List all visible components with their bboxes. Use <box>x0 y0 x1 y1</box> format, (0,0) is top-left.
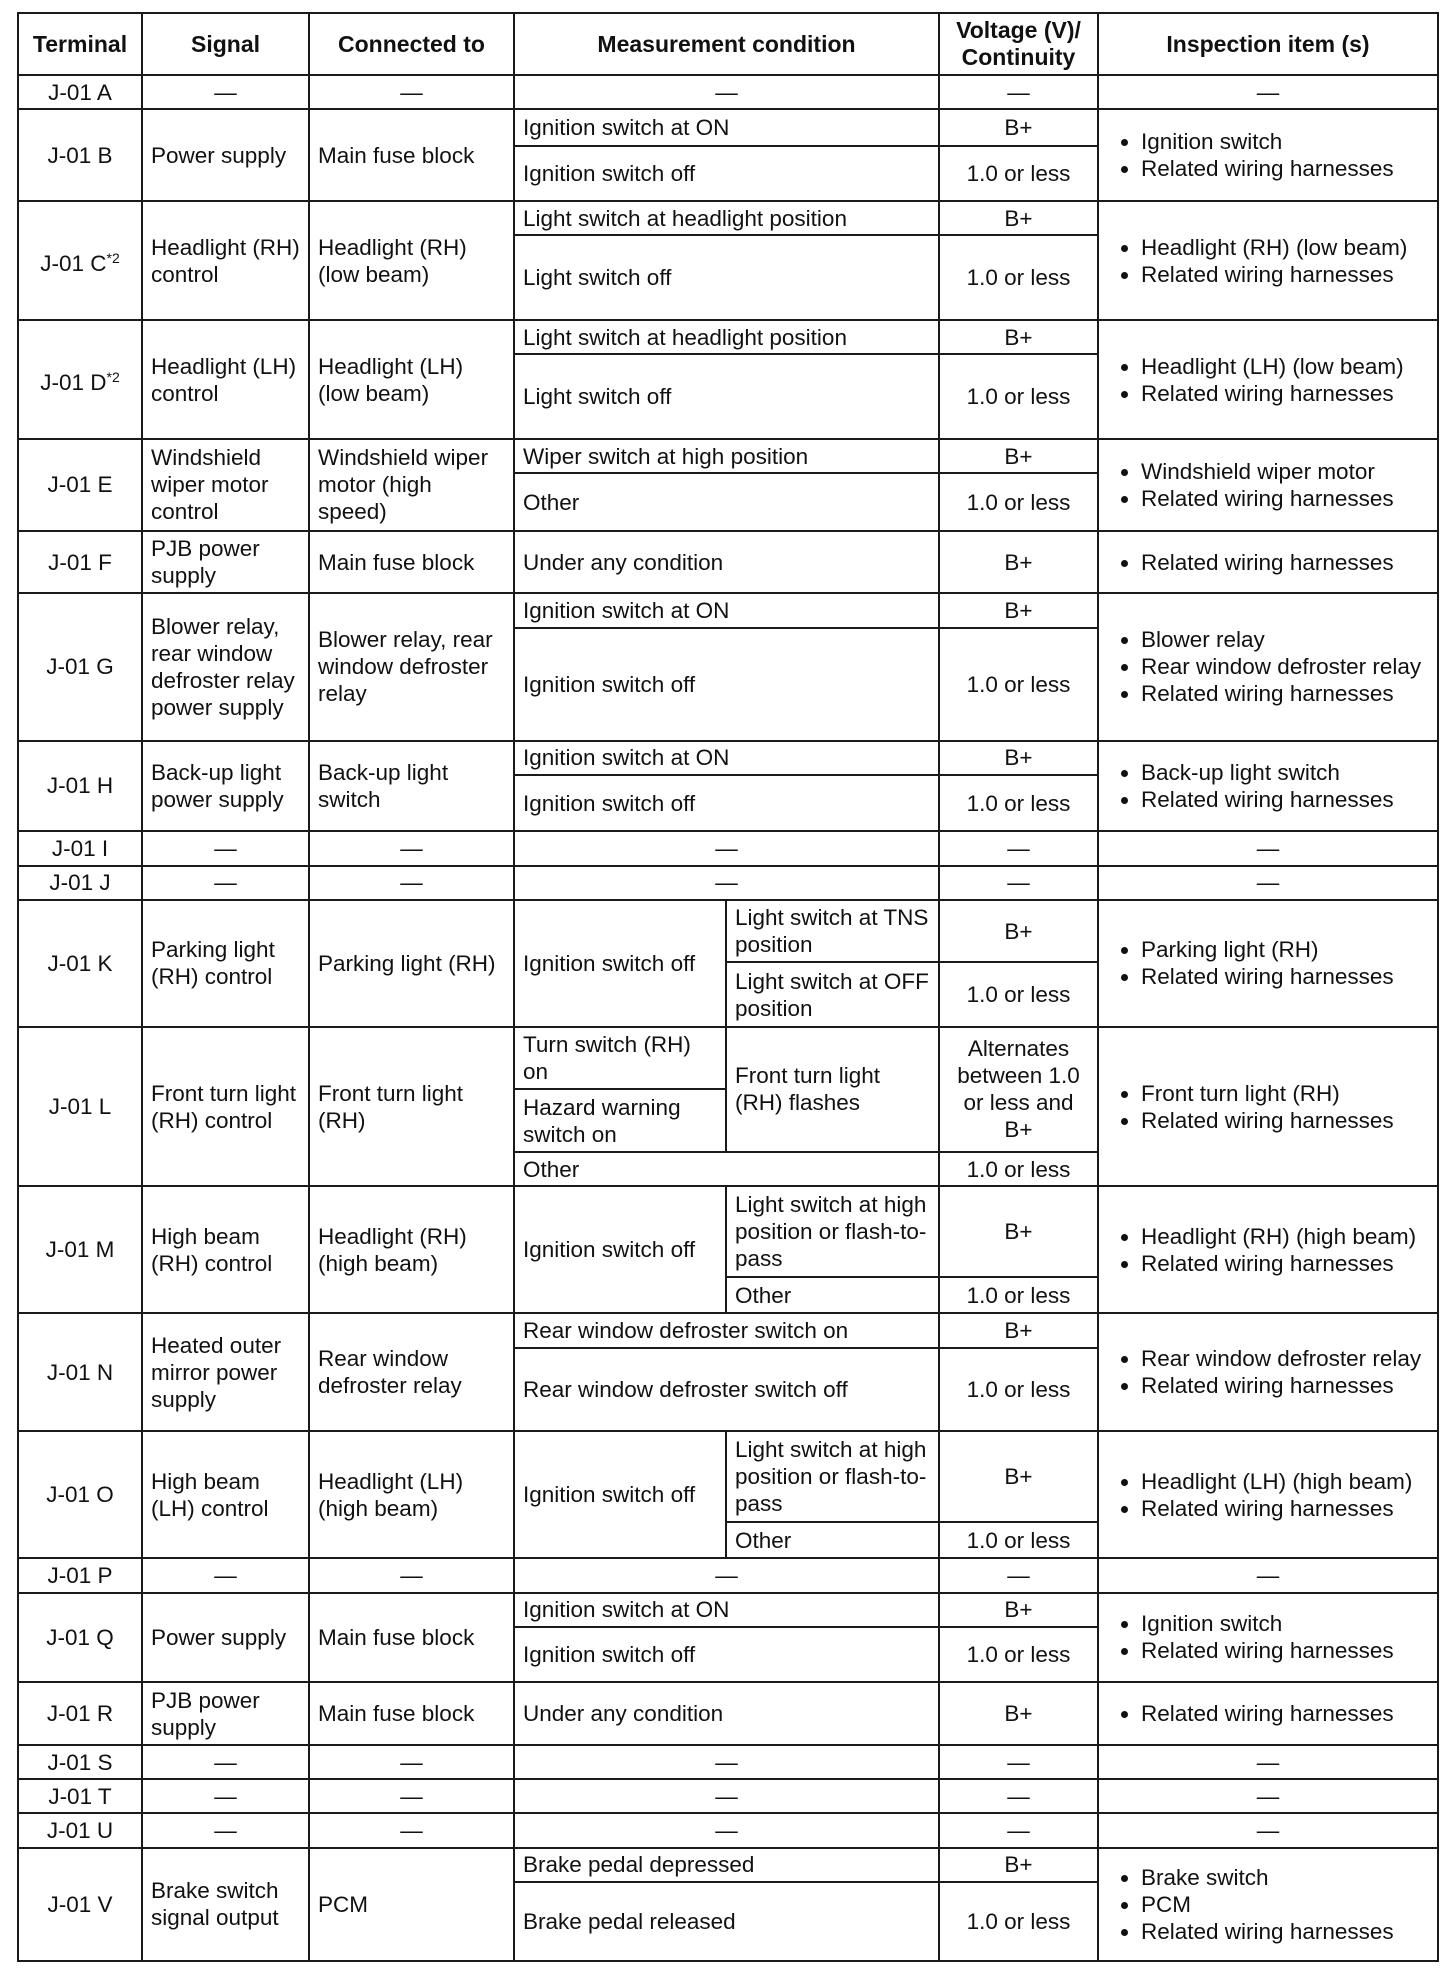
inspection-cell <box>1098 1848 1438 1961</box>
table-row <box>18 593 1438 627</box>
terminal-label: J-01 D <box>40 369 107 395</box>
value-cell: 1.0 or less <box>939 235 1098 320</box>
condition-cell: Ignition switch off <box>514 628 939 741</box>
inspection-cell: — <box>1098 1779 1438 1813</box>
header-row <box>18 13 1438 75</box>
signal-cell: Power supply <box>142 1593 309 1683</box>
terminal-cell: J-01 R <box>18 1682 142 1745</box>
terminal-cell: J-01 N <box>18 1313 142 1431</box>
condition-cell: Rear window defroster switch off <box>514 1348 939 1432</box>
terminal-cell: J-01 V <box>18 1848 142 1961</box>
value-cell: 1.0 or less <box>939 1882 1098 1961</box>
sub-condition-cell: Other <box>726 1522 939 1558</box>
terminal-cell: J-01 M <box>18 1186 142 1313</box>
list-item: • Ignition switch <box>1141 1610 1429 1637</box>
sub-condition-cell: Light switch at high position or flash-to-pass <box>726 1186 939 1277</box>
signal-cell: — <box>142 866 309 900</box>
table-row <box>18 1186 1438 1277</box>
condition-cell: Light switch at headlight position <box>514 201 939 235</box>
list-item: • Front turn light (RH) <box>1141 1080 1429 1107</box>
inspection-cell <box>1098 1186 1438 1313</box>
connected-cell: — <box>309 831 514 865</box>
terminal-cell: J-01 A <box>18 75 142 109</box>
inspection-cell <box>1098 1682 1438 1745</box>
terminal-cell: J-01 S <box>18 1745 142 1779</box>
terminal-cell: J-01 F <box>18 531 142 594</box>
inspection-cell <box>1098 109 1438 201</box>
table-row <box>18 109 1438 145</box>
signal-cell: Back-up light power supply <box>142 741 309 832</box>
condition-cell: — <box>514 831 939 865</box>
connected-cell: — <box>309 75 514 109</box>
value-cell: 1.0 or less <box>939 1522 1098 1558</box>
value-cell: B+ <box>939 741 1098 775</box>
condition-cell: Ignition switch off <box>514 146 939 201</box>
sub-condition-cell: Light switch at high position or flash-to-pass <box>726 1431 939 1522</box>
table-row <box>18 75 1438 109</box>
terminal-cell <box>18 320 142 439</box>
condition-cell: — <box>514 75 939 109</box>
condition-cell: Other <box>514 1152 939 1186</box>
value-cell: 1.0 or less <box>939 354 1098 439</box>
value-cell: 1.0 or less <box>939 1627 1098 1682</box>
value-cell: B+ <box>939 900 1098 963</box>
terminal-cell: J-01 P <box>18 1558 142 1592</box>
list-item: • Related wiring harnesses <box>1141 1372 1429 1399</box>
sub-condition-cell: Light switch at TNS position <box>726 900 939 963</box>
list-item: • Related wiring harnesses <box>1141 1250 1429 1277</box>
inspection-cell: — <box>1098 1558 1438 1592</box>
list-item: • Windshield wiper motor <box>1141 458 1429 485</box>
list-item: • Related wiring harnesses <box>1141 380 1429 407</box>
connected-cell: Headlight (RH) (high beam) <box>309 1186 514 1313</box>
connected-cell: Windshield wiper motor (high speed) <box>309 439 514 531</box>
inspection-list <box>1107 1700 1429 1727</box>
list-item: • Related wiring harnesses <box>1141 1107 1429 1134</box>
inspection-list <box>1107 234 1429 288</box>
header-inspection-items: Inspection item (s) <box>1098 13 1438 75</box>
connected-cell: Front turn light (RH) <box>309 1027 514 1186</box>
inspection-cell <box>1098 593 1438 740</box>
connected-cell: — <box>309 1745 514 1779</box>
inspection-cell <box>1098 1593 1438 1683</box>
list-item: • Headlight (RH) (low beam) <box>1141 234 1429 261</box>
value-cell: B+ <box>939 320 1098 354</box>
list-item: • Related wiring harnesses <box>1141 1495 1429 1522</box>
list-item: • Headlight (RH) (high beam) <box>1141 1223 1429 1250</box>
inspection-cell <box>1098 439 1438 531</box>
terminal-cell: J-01 G <box>18 593 142 740</box>
inspection-list <box>1107 353 1429 407</box>
connected-cell: PCM <box>309 1848 514 1961</box>
signal-cell: — <box>142 1813 309 1847</box>
connected-cell: — <box>309 1558 514 1592</box>
terminal-cell: J-01 H <box>18 741 142 832</box>
list-item: • Rear window defroster relay <box>1141 1345 1429 1372</box>
list-item: • Related wiring harnesses <box>1141 1700 1429 1727</box>
inspection-list <box>1107 1864 1429 1945</box>
connected-cell: — <box>309 866 514 900</box>
value-cell: B+ <box>939 1431 1098 1522</box>
condition-cell: Under any condition <box>514 531 939 594</box>
connected-cell: Headlight (LH) (low beam) <box>309 320 514 439</box>
terminal-cell: J-01 T <box>18 1779 142 1813</box>
value-cell: 1.0 or less <box>939 962 1098 1027</box>
header-signal: Signal <box>142 13 309 75</box>
inspection-list <box>1107 1223 1429 1277</box>
value-cell: 1.0 or less <box>939 775 1098 831</box>
table-row <box>18 1813 1438 1847</box>
terminal-cell: J-01 O <box>18 1431 142 1558</box>
list-item: • Parking light (RH) <box>1141 936 1429 963</box>
condition-cell: Brake pedal released <box>514 1882 939 1961</box>
condition-cell: Ignition switch off <box>514 1431 726 1558</box>
table-row <box>18 1779 1438 1813</box>
signal-cell: Headlight (RH) control <box>142 201 309 320</box>
inspection-list <box>1107 1345 1429 1399</box>
signal-cell: High beam (RH) control <box>142 1186 309 1313</box>
value-cell: B+ <box>939 593 1098 627</box>
connected-cell: Headlight (LH) (high beam) <box>309 1431 514 1558</box>
signal-cell: High beam (LH) control <box>142 1431 309 1558</box>
list-item: • Related wiring harnesses <box>1141 786 1429 813</box>
value-cell: B+ <box>939 1848 1098 1882</box>
value-cell: Alternates between 1.0 or less and B+ <box>939 1027 1098 1152</box>
header-voltage-line2: Continuity <box>961 44 1076 70</box>
table-row <box>18 1313 1438 1347</box>
value-cell: — <box>939 1558 1098 1592</box>
connected-cell: Main fuse block <box>309 109 514 201</box>
list-item: • Related wiring harnesses <box>1141 963 1429 990</box>
inspection-list <box>1107 458 1429 512</box>
list-item: • Headlight (LH) (low beam) <box>1141 353 1429 380</box>
connected-cell: Rear window defroster relay <box>309 1313 514 1431</box>
value-cell: — <box>939 1745 1098 1779</box>
condition-cell: Turn switch (RH) on <box>514 1027 726 1090</box>
list-item: • Related wiring harnesses <box>1141 485 1429 512</box>
value-cell: B+ <box>939 1313 1098 1347</box>
terminal-inspection-table <box>17 12 1439 1962</box>
connected-cell: Main fuse block <box>309 531 514 594</box>
signal-cell: — <box>142 831 309 865</box>
connected-cell: — <box>309 1779 514 1813</box>
value-cell: 1.0 or less <box>939 146 1098 201</box>
terminal-cell: J-01 Q <box>18 1593 142 1683</box>
list-item: • Back-up light switch <box>1141 759 1429 786</box>
value-cell: — <box>939 866 1098 900</box>
inspection-cell <box>1098 1027 1438 1186</box>
value-cell: 1.0 or less <box>939 1152 1098 1186</box>
signal-cell: Power supply <box>142 109 309 201</box>
signal-cell: — <box>142 75 309 109</box>
table-row <box>18 201 1438 235</box>
inspection-cell <box>1098 320 1438 439</box>
list-item: • Related wiring harnesses <box>1141 1918 1429 1945</box>
condition-cell: — <box>514 866 939 900</box>
condition-cell: Ignition switch at ON <box>514 1593 939 1627</box>
table-row <box>18 741 1438 775</box>
value-cell: — <box>939 75 1098 109</box>
terminal-cell: J-01 I <box>18 831 142 865</box>
terminal-cell: J-01 B <box>18 109 142 201</box>
connected-cell: Blower relay, rear window defroster relay <box>309 593 514 740</box>
condition-cell: Ignition switch off <box>514 1186 726 1313</box>
list-item: • Related wiring harnesses <box>1141 549 1429 576</box>
terminal-cell: J-01 E <box>18 439 142 531</box>
table-row <box>18 1593 1438 1627</box>
header-voltage <box>939 13 1098 75</box>
table-row <box>18 1431 1438 1522</box>
signal-cell: — <box>142 1745 309 1779</box>
terminal-label: J-01 C <box>40 250 107 276</box>
inspection-list <box>1107 128 1429 182</box>
terminal-cell: J-01 K <box>18 900 142 1027</box>
value-cell: B+ <box>939 1593 1098 1627</box>
header-voltage-line1: Voltage (V)/ <box>956 17 1081 43</box>
connected-cell: Back-up light switch <box>309 741 514 832</box>
condition-cell: Under any condition <box>514 1682 939 1745</box>
inspection-list <box>1107 759 1429 813</box>
table-row <box>18 439 1438 473</box>
list-item: • Related wiring harnesses <box>1141 155 1429 182</box>
inspection-cell: — <box>1098 1813 1438 1847</box>
table-row <box>18 900 1438 963</box>
inspection-list <box>1107 1080 1429 1134</box>
condition-cell: Wiper switch at high position <box>514 439 939 473</box>
value-cell: 1.0 or less <box>939 628 1098 741</box>
condition-cell: Ignition switch off <box>514 900 726 1027</box>
condition-cell: Ignition switch off <box>514 1627 939 1682</box>
connected-cell: Parking light (RH) <box>309 900 514 1027</box>
list-item: • Blower relay <box>1141 626 1429 653</box>
condition-cell: Ignition switch at ON <box>514 593 939 627</box>
signal-cell: Windshield wiper motor control <box>142 439 309 531</box>
inspection-cell <box>1098 531 1438 594</box>
sub-condition-cell: Light switch at OFF position <box>726 962 939 1027</box>
inspection-cell: — <box>1098 75 1438 109</box>
header-terminal: Terminal <box>18 13 142 75</box>
condition-cell: Ignition switch at ON <box>514 741 939 775</box>
signal-cell: Headlight (LH) control <box>142 320 309 439</box>
signal-cell: — <box>142 1558 309 1592</box>
table-row <box>18 866 1438 900</box>
value-cell: 1.0 or less <box>939 1277 1098 1313</box>
condition-cell: Ignition switch off <box>514 775 939 831</box>
inspection-list <box>1107 549 1429 576</box>
table-row <box>18 531 1438 594</box>
sub-condition-cell: Front turn light (RH) flashes <box>726 1027 939 1152</box>
value-cell: B+ <box>939 439 1098 473</box>
condition-cell: — <box>514 1558 939 1592</box>
table-row <box>18 320 1438 354</box>
condition-cell: Light switch at headlight position <box>514 320 939 354</box>
condition-cell: — <box>514 1813 939 1847</box>
value-cell: — <box>939 1779 1098 1813</box>
inspection-cell: — <box>1098 831 1438 865</box>
connected-cell: Headlight (RH) (low beam) <box>309 201 514 320</box>
signal-cell: PJB power supply <box>142 531 309 594</box>
value-cell: 1.0 or less <box>939 1348 1098 1432</box>
inspection-cell: — <box>1098 1745 1438 1779</box>
condition-cell: — <box>514 1745 939 1779</box>
list-item: • Related wiring harnesses <box>1141 1637 1429 1664</box>
value-cell: B+ <box>939 531 1098 594</box>
value-cell: — <box>939 1813 1098 1847</box>
list-item: • PCM <box>1141 1891 1429 1918</box>
sub-condition-cell: Other <box>726 1277 939 1313</box>
table-row <box>18 1848 1438 1882</box>
condition-cell: Hazard warning switch on <box>514 1089 726 1152</box>
header-connected-to: Connected to <box>309 13 514 75</box>
footnote-mark: *2 <box>106 368 120 385</box>
signal-cell: Blower relay, rear window defroster relay power supply <box>142 593 309 740</box>
inspection-list <box>1107 1610 1429 1664</box>
table-row <box>18 1745 1438 1779</box>
condition-cell: — <box>514 1779 939 1813</box>
footnote-mark: *2 <box>106 249 120 266</box>
inspection-cell <box>1098 741 1438 832</box>
signal-cell: PJB power supply <box>142 1682 309 1745</box>
list-item: • Ignition switch <box>1141 128 1429 155</box>
condition-cell: Ignition switch at ON <box>514 109 939 145</box>
value-cell: — <box>939 831 1098 865</box>
terminal-cell: J-01 U <box>18 1813 142 1847</box>
terminal-cell: J-01 J <box>18 866 142 900</box>
signal-cell: Heated outer mirror power supply <box>142 1313 309 1431</box>
value-cell: 1.0 or less <box>939 473 1098 530</box>
value-cell: B+ <box>939 1682 1098 1745</box>
condition-cell: Light switch off <box>514 235 939 320</box>
condition-cell: Other <box>514 473 939 530</box>
condition-cell: Brake pedal depressed <box>514 1848 939 1882</box>
value-cell: B+ <box>939 1186 1098 1277</box>
inspection-list <box>1107 1468 1429 1522</box>
table-row <box>18 1027 1438 1090</box>
list-item: • Headlight (LH) (high beam) <box>1141 1468 1429 1495</box>
header-measurement-condition: Measurement condition <box>514 13 939 75</box>
table-row <box>18 1682 1438 1745</box>
inspection-cell: — <box>1098 866 1438 900</box>
signal-cell: Brake switch signal output <box>142 1848 309 1961</box>
connected-cell: Main fuse block <box>309 1593 514 1683</box>
condition-cell: Rear window defroster switch on <box>514 1313 939 1347</box>
inspection-cell <box>1098 900 1438 1027</box>
value-cell: B+ <box>939 109 1098 145</box>
list-item: • Related wiring harnesses <box>1141 680 1429 707</box>
terminal-cell: J-01 L <box>18 1027 142 1186</box>
signal-cell: Front turn light (RH) control <box>142 1027 309 1186</box>
table-row <box>18 1558 1438 1592</box>
condition-cell: Light switch off <box>514 354 939 439</box>
list-item: • Brake switch <box>1141 1864 1429 1891</box>
table-row <box>18 831 1438 865</box>
value-cell: B+ <box>939 201 1098 235</box>
inspection-list <box>1107 936 1429 990</box>
signal-cell: — <box>142 1779 309 1813</box>
inspection-cell <box>1098 201 1438 320</box>
list-item: • Related wiring harnesses <box>1141 261 1429 288</box>
inspection-cell <box>1098 1313 1438 1431</box>
connected-cell: Main fuse block <box>309 1682 514 1745</box>
inspection-list <box>1107 626 1429 707</box>
list-item: • Rear window defroster relay <box>1141 653 1429 680</box>
signal-cell: Parking light (RH) control <box>142 900 309 1027</box>
inspection-cell <box>1098 1431 1438 1558</box>
connected-cell: — <box>309 1813 514 1847</box>
terminal-cell <box>18 201 142 320</box>
